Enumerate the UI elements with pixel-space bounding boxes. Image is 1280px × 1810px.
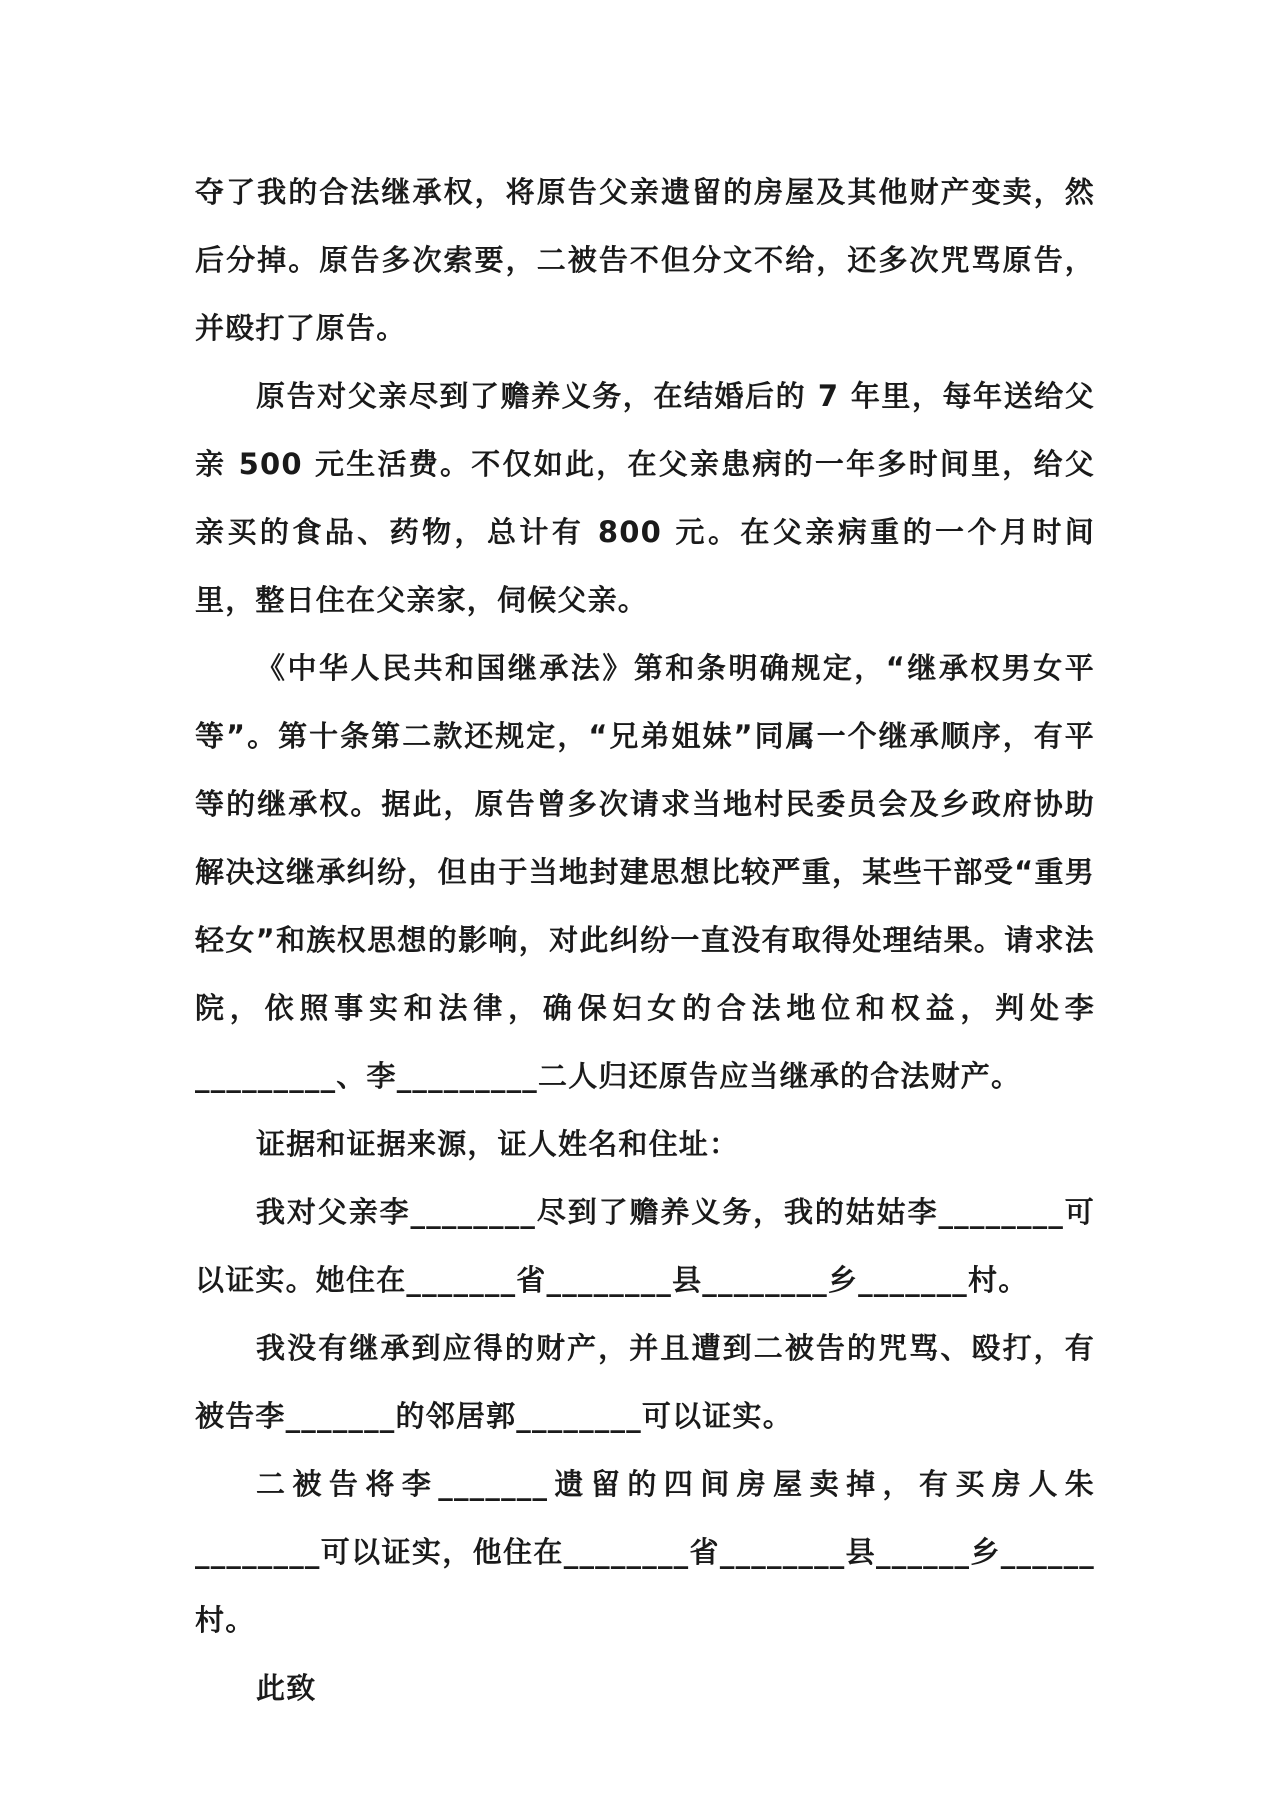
paragraph-support-duty: 原告对父亲尽到了赡养义务，在结婚后的 7 年里，每年送给父亲 500 元生活费。不仅如此，在父亲患病的一年多时间里，给父亲买的食品、药物，总计有 800 元。在父亲病重的一个月时间里，整日住在父亲家，伺候父亲。 bbox=[195, 379, 1095, 617]
paragraph-evidence-neighbor: 我没有继承到应得的财产，并且遭到二被告的咒骂、殴打，有被告李_______的邻居郭________可以证实。 bbox=[195, 1331, 1095, 1433]
paragraph-evidence-aunt: 我对父亲李________尽到了赡养义务，我的姑姑李________可以证实。她住在_______省________县________乡_______村。 bbox=[195, 1195, 1095, 1297]
paragraph-legal-basis: 《中华人民共和国继承法》第和条明确规定，“继承权男女平等”。第十条第二款还规定，“兄弟姐妹”同属一个继承顺序，有平等的继承权。据此，原告曾多次请求当地村民委员会及乡政府协助解决这继承纠纷，但由于当地封建思想比较严重，某些干部受“重男轻女”和族权思想的影响，对此纠纷一直没有取得处理结果。请求法院，依照事实和法律，确保妇女的合法地位和权益，判处李_________、李_________二人归还原告应当继承的合法财产。 bbox=[195, 651, 1095, 1093]
paragraph-closing: 此致 bbox=[256, 1671, 317, 1705]
paragraph-continuation: 夺了我的合法继承权，将原告父亲遗留的房屋及其他财产变卖，然后分掉。原告多次索要，二被告不但分文不给，还多次咒骂原告，并殴打了原告。 bbox=[195, 175, 1095, 345]
paragraph-evidence-buyer: 二被告将李_______遗留的四间房屋卖掉，有买房人朱________可以证实，他住在________省________县______乡______村。 bbox=[195, 1467, 1095, 1637]
document-body bbox=[195, 158, 1095, 1722]
paragraph-evidence-heading: 证据和证据来源，证人姓名和住址： bbox=[256, 1127, 740, 1161]
